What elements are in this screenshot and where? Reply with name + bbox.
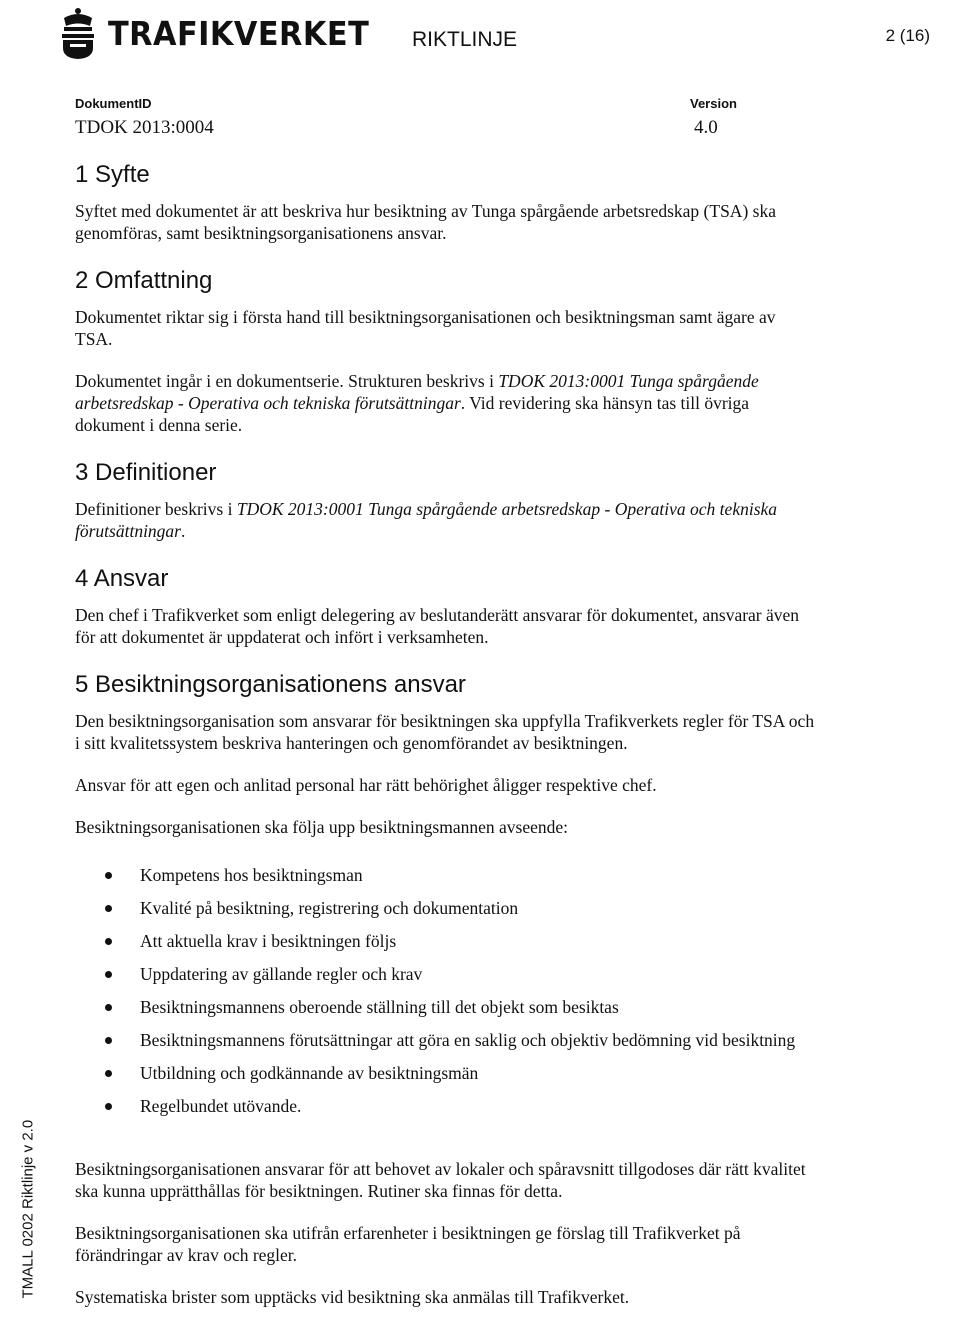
crown-shield-icon [58, 6, 98, 60]
section-heading: 5 Besiktningsorganisationens ansvar [75, 671, 466, 698]
paragraph: Syftet med dokumentet är att beskriva hur besiktning av Tunga spårgående arbetsredskap (TSA) ska genomföras, samt besiktningsorganisationens ansvar. [75, 201, 776, 243]
version-label: Version [690, 96, 737, 111]
list-item: Utbildning och godkännande av besiktningsmän [75, 1058, 815, 1089]
document-reference: TDOK 2013:0001 Tunga spårgående arbetsredskap - Operativa och tekniska förutsättningar [75, 499, 778, 541]
list-item: Regelbundet utövande. [75, 1091, 815, 1122]
list-item: Kvalité på besiktning, registrering och dokumentation [75, 893, 815, 924]
paragraph: Besiktningsorganisationen ska följa upp besiktningsmannen avseende: [75, 817, 568, 837]
paragraph: Den chef i Trafikverket som enligt delegering av beslutanderätt ansvarar för dokumentet, ansvarar även för att dokumentet är uppdaterat och infört i verksamheten. [75, 605, 800, 647]
list-item: Att aktuella krav i besiktningen följs [75, 926, 815, 957]
bullet-icon [105, 872, 112, 879]
paragraph: Dokumentet riktar sig i första hand till besiktningsorganisationen och besiktningsman samt ägare av TSA. [75, 307, 776, 349]
bullet-icon [105, 1070, 112, 1077]
section-heading: 3 Definitioner [75, 459, 217, 486]
document-type: RIKTLINJE [412, 28, 518, 51]
paragraph: Besiktningsorganisationen ska utifrån erfarenheter i besiktningen ge förslag till Trafikverket på förändringar av krav och regler. [75, 1223, 741, 1265]
section-besiktningsorganisation [75, 670, 815, 1308]
paragraph: Definitioner beskrivs i TDOK 2013:0001 Tunga spårgående arbetsredskap - Operativa och tekniska förutsättningar. [75, 499, 778, 541]
template-side-label: TMALL 0202 Riktlinje v 2.0 [19, 1119, 37, 1299]
document-reference: TDOK 2013:0001 Tunga spårgående arbetsredskap - Operativa och tekniska förutsättningar [75, 371, 759, 413]
section-omfattning [75, 266, 815, 436]
follow-up-list [75, 860, 815, 1122]
bullet-icon [105, 1004, 112, 1011]
document-id-label: DokumentID [75, 96, 152, 111]
section-heading: 2 Omfattning [75, 267, 213, 294]
section-ansvar [75, 564, 815, 648]
document-body [75, 160, 815, 1324]
logo-wordmark: TRAFIKVERKET [108, 13, 370, 53]
paragraph: Ansvar för att egen och anlitad personal har rätt behörighet åligger respektive chef. [75, 775, 657, 795]
list-item: Besiktningsmannens förutsättningar att göra en saklig och objektiv bedömning vid besiktning [75, 1025, 815, 1056]
paragraph: Dokumentet ingår i en dokumentserie. Strukturen beskrivs i TDOK 2013:0001 Tunga spårgående arbetsredskap - Operativa och tekniska förutsättningar. Vid revidering ska hänsyn tas till övriga dokument i denna serie. [75, 371, 759, 435]
list-item: Uppdatering av gällande regler och krav [75, 959, 815, 990]
bullet-icon [105, 1037, 112, 1044]
section-syfte [75, 160, 815, 244]
bullet-icon [105, 938, 112, 945]
page-number: 2 (16) [885, 26, 930, 45]
document-id: TDOK 2013:0004 [75, 117, 214, 138]
section-definitioner [75, 458, 815, 542]
paragraph: Besiktningsorganisationen ansvarar för att behovet av lokaler och spåravsnitt tillgodoses där rätt kvalitet ska kunna upprätthållas för besiktningen. Rutiner ska finnas för detta. [75, 1159, 806, 1201]
section-heading: 4 Ansvar [75, 565, 169, 592]
paragraph: Systematiska brister som upptäcks vid besiktning ska anmälas till Trafikverket. [75, 1287, 630, 1307]
bullet-icon [105, 905, 112, 912]
bullet-icon [105, 971, 112, 978]
bullet-icon [105, 1103, 112, 1110]
paragraph: Den besiktningsorganisation som ansvarar för besiktningen ska uppfylla Trafikverkets regler för TSA och i sitt kvalitetssystem beskriva hanteringen och genomförandet av besiktningen. [75, 711, 815, 753]
version-value: 4.0 [694, 117, 718, 138]
list-item: Besiktningsmannens oberoende ställning till det objekt som besiktas [75, 992, 815, 1023]
list-item: Kompetens hos besiktningsman [75, 860, 815, 891]
section-heading: 1 Syfte [75, 161, 150, 188]
trafikverket-logo [58, 6, 392, 60]
